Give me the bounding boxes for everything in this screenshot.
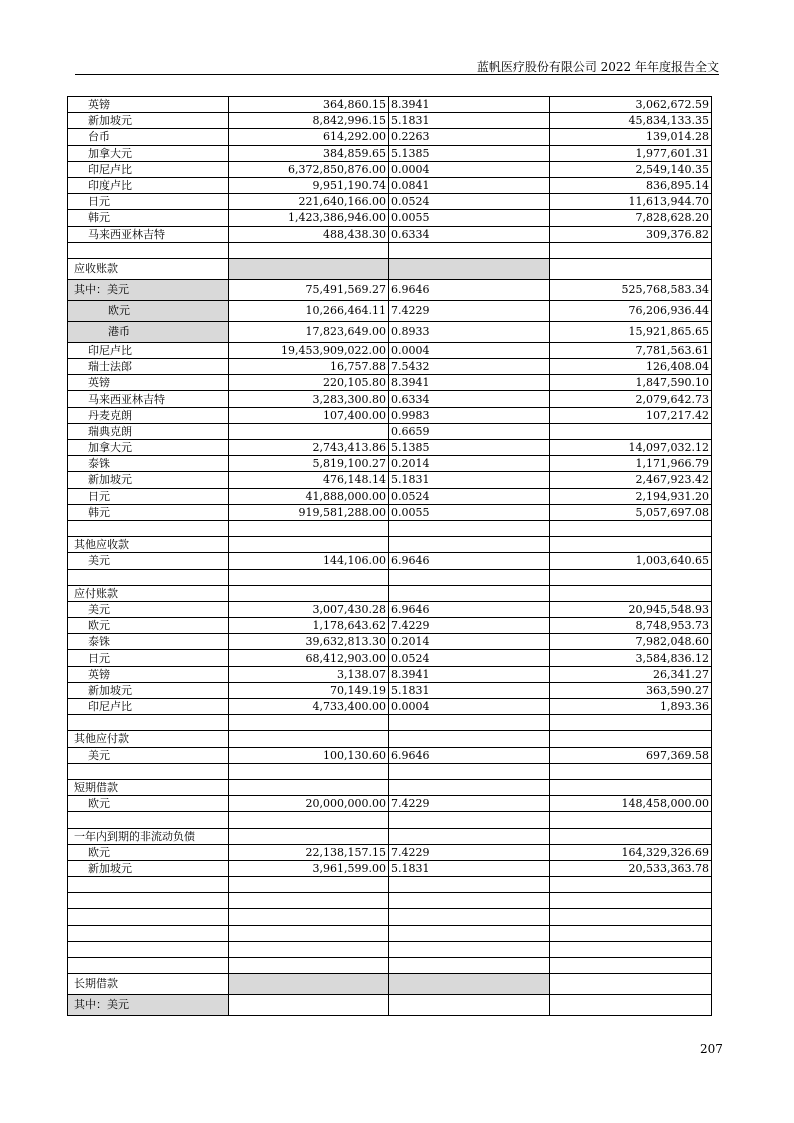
exchange-rate-cell: 0.2263 xyxy=(389,129,550,145)
exchange-rate-cell xyxy=(389,242,550,258)
foreign-amount-cell xyxy=(229,974,389,995)
foreign-amount-cell: 6,372,850,876.00 xyxy=(229,161,389,177)
exchange-rate-cell: 0.2014 xyxy=(389,634,550,650)
currency-name-cell: 一年内到期的非流动负债 xyxy=(68,828,229,844)
rmb-balance-cell xyxy=(550,974,712,995)
rmb-balance-cell: 3,584,836.12 xyxy=(550,650,712,666)
rmb-balance-cell: 697,369.58 xyxy=(550,747,712,763)
table-row xyxy=(68,242,712,258)
rmb-balance-cell: 2,079,642.73 xyxy=(550,391,712,407)
foreign-amount-cell: 1,178,643.62 xyxy=(229,618,389,634)
currency-name-cell: 短期借款 xyxy=(68,779,229,795)
currency-name-cell: 丹麦克朗 xyxy=(68,407,229,423)
foreign-amount-cell: 144,106.00 xyxy=(229,553,389,569)
exchange-rate-cell xyxy=(389,812,550,828)
exchange-rate-cell: 0.0524 xyxy=(389,650,550,666)
table-row xyxy=(68,210,712,226)
exchange-rate-cell: 6.9646 xyxy=(389,553,550,569)
currency-name-cell: 加拿大元 xyxy=(68,440,229,456)
rmb-balance-cell: 26,341.27 xyxy=(550,666,712,682)
currency-name-cell xyxy=(68,941,229,957)
table-row xyxy=(68,321,712,342)
exchange-rate-cell: 0.0524 xyxy=(389,194,550,210)
table-row xyxy=(68,569,712,585)
foreign-amount-cell: 70,149.19 xyxy=(229,682,389,698)
exchange-rate-cell: 0.9983 xyxy=(389,407,550,423)
rmb-balance-cell xyxy=(550,925,712,941)
page-number: 207 xyxy=(700,1042,723,1056)
exchange-rate-cell: 0.0004 xyxy=(389,161,550,177)
foreign-amount-cell: 68,412,903.00 xyxy=(229,650,389,666)
rmb-balance-cell xyxy=(550,258,712,279)
currency-name-cell: 欧元 xyxy=(68,618,229,634)
foreign-amount-cell xyxy=(229,941,389,957)
currency-name-cell: 新加坡元 xyxy=(68,472,229,488)
table-row xyxy=(68,553,712,569)
currency-name-cell: 新加坡元 xyxy=(68,682,229,698)
foreign-currency-table-body xyxy=(68,97,712,1016)
rmb-balance-cell: 20,533,363.78 xyxy=(550,860,712,876)
table-row xyxy=(68,375,712,391)
exchange-rate-cell: 0.0004 xyxy=(389,342,550,358)
foreign-amount-cell xyxy=(229,569,389,585)
table-row xyxy=(68,893,712,909)
table-row xyxy=(68,650,712,666)
exchange-rate-cell xyxy=(389,909,550,925)
foreign-amount-cell xyxy=(229,958,389,974)
currency-name-cell xyxy=(68,520,229,536)
rmb-balance-cell: 148,458,000.00 xyxy=(550,796,712,812)
rmb-balance-cell xyxy=(550,958,712,974)
exchange-rate-cell: 7.5432 xyxy=(389,359,550,375)
exchange-rate-cell: 7.4229 xyxy=(389,844,550,860)
rmb-balance-cell: 7,828,628.20 xyxy=(550,210,712,226)
rmb-balance-cell: 363,590.27 xyxy=(550,682,712,698)
currency-name-cell: 港币 xyxy=(68,321,229,342)
rmb-balance-cell xyxy=(550,941,712,957)
currency-name-cell xyxy=(68,763,229,779)
table-row xyxy=(68,407,712,423)
foreign-amount-cell: 100,130.60 xyxy=(229,747,389,763)
foreign-amount-cell xyxy=(229,520,389,536)
exchange-rate-cell xyxy=(389,763,550,779)
report-header-title: 蓝帆医疗股份有限公司 2022 年年度报告全文 xyxy=(476,60,719,74)
exchange-rate-cell xyxy=(389,731,550,747)
currency-name-cell: 其中：美元 xyxy=(68,279,229,300)
table-row xyxy=(68,601,712,617)
exchange-rate-cell: 0.0055 xyxy=(389,210,550,226)
rmb-balance-cell: 45,834,133.35 xyxy=(550,113,712,129)
table-row xyxy=(68,634,712,650)
rmb-balance-cell xyxy=(550,812,712,828)
rmb-balance-cell xyxy=(550,520,712,536)
foreign-amount-cell xyxy=(229,925,389,941)
table-row xyxy=(68,731,712,747)
rmb-balance-cell xyxy=(550,893,712,909)
currency-name-cell xyxy=(68,925,229,941)
currency-name-cell: 应收账款 xyxy=(68,258,229,279)
table-row xyxy=(68,177,712,193)
header-rule xyxy=(75,74,719,75)
currency-name-cell: 新加坡元 xyxy=(68,113,229,129)
exchange-rate-cell: 0.0055 xyxy=(389,504,550,520)
foreign-amount-cell: 614,292.00 xyxy=(229,129,389,145)
foreign-amount-cell: 16,757.88 xyxy=(229,359,389,375)
foreign-amount-cell: 3,961,599.00 xyxy=(229,860,389,876)
table-row xyxy=(68,974,712,995)
exchange-rate-cell xyxy=(389,995,550,1016)
table-row xyxy=(68,682,712,698)
foreign-amount-cell xyxy=(229,877,389,893)
rmb-balance-cell: 1,847,590.10 xyxy=(550,375,712,391)
exchange-rate-cell: 8.3941 xyxy=(389,666,550,682)
foreign-amount-cell xyxy=(229,585,389,601)
currency-name-cell: 加拿大元 xyxy=(68,145,229,161)
foreign-amount-cell xyxy=(229,812,389,828)
currency-name-cell: 韩元 xyxy=(68,210,229,226)
table-row xyxy=(68,585,712,601)
rmb-balance-cell xyxy=(550,715,712,731)
rmb-balance-cell: 11,613,944.70 xyxy=(550,194,712,210)
exchange-rate-cell: 0.6334 xyxy=(389,391,550,407)
rmb-balance-cell xyxy=(550,242,712,258)
rmb-balance-cell: 14,097,032.12 xyxy=(550,440,712,456)
currency-name-cell: 英镑 xyxy=(68,97,229,113)
exchange-rate-cell: 5.1831 xyxy=(389,472,550,488)
foreign-amount-cell: 364,860.15 xyxy=(229,97,389,113)
rmb-balance-cell: 525,768,583.34 xyxy=(550,279,712,300)
currency-name-cell: 新加坡元 xyxy=(68,860,229,876)
foreign-amount-cell xyxy=(229,537,389,553)
table-row xyxy=(68,258,712,279)
currency-name-cell: 英镑 xyxy=(68,666,229,682)
table-row xyxy=(68,145,712,161)
rmb-balance-cell: 309,376.82 xyxy=(550,226,712,242)
foreign-amount-cell: 919,581,288.00 xyxy=(229,504,389,520)
foreign-amount-cell: 4,733,400.00 xyxy=(229,699,389,715)
exchange-rate-cell xyxy=(389,585,550,601)
foreign-amount-cell: 75,491,569.27 xyxy=(229,279,389,300)
currency-name-cell: 其他应收款 xyxy=(68,537,229,553)
exchange-rate-cell: 0.6334 xyxy=(389,226,550,242)
table-row xyxy=(68,779,712,795)
exchange-rate-cell: 0.0524 xyxy=(389,488,550,504)
currency-name-cell: 英镑 xyxy=(68,375,229,391)
table-row xyxy=(68,877,712,893)
exchange-rate-cell xyxy=(389,258,550,279)
foreign-amount-cell: 3,138.07 xyxy=(229,666,389,682)
exchange-rate-cell: 6.9646 xyxy=(389,747,550,763)
rmb-balance-cell: 3,062,672.59 xyxy=(550,97,712,113)
foreign-amount-cell xyxy=(229,909,389,925)
table-row xyxy=(68,359,712,375)
table-row xyxy=(68,796,712,812)
foreign-amount-cell: 3,007,430.28 xyxy=(229,601,389,617)
table-row xyxy=(68,666,712,682)
rmb-balance-cell xyxy=(550,731,712,747)
foreign-amount-cell: 9,951,190.74 xyxy=(229,177,389,193)
foreign-amount-cell: 488,438.30 xyxy=(229,226,389,242)
currency-name-cell: 其他应付款 xyxy=(68,731,229,747)
exchange-rate-cell xyxy=(389,779,550,795)
table-row xyxy=(68,763,712,779)
table-row xyxy=(68,812,712,828)
rmb-balance-cell: 20,945,548.93 xyxy=(550,601,712,617)
currency-name-cell: 日元 xyxy=(68,650,229,666)
rmb-balance-cell: 1,003,640.65 xyxy=(550,553,712,569)
foreign-amount-cell: 384,859.65 xyxy=(229,145,389,161)
rmb-balance-cell xyxy=(550,828,712,844)
foreign-amount-cell xyxy=(229,995,389,1016)
foreign-amount-cell: 107,400.00 xyxy=(229,407,389,423)
table-row xyxy=(68,488,712,504)
table-row xyxy=(68,909,712,925)
currency-name-cell: 泰铢 xyxy=(68,634,229,650)
exchange-rate-cell: 8.3941 xyxy=(389,375,550,391)
foreign-amount-cell: 3,283,300.80 xyxy=(229,391,389,407)
currency-name-cell: 马来西亚林吉特 xyxy=(68,391,229,407)
rmb-balance-cell: 836,895.14 xyxy=(550,177,712,193)
currency-name-cell: 瑞士法郎 xyxy=(68,359,229,375)
currency-name-cell: 应付账款 xyxy=(68,585,229,601)
rmb-balance-cell xyxy=(550,763,712,779)
rmb-balance-cell xyxy=(550,995,712,1016)
currency-name-cell: 韩元 xyxy=(68,504,229,520)
currency-name-cell: 欧元 xyxy=(68,844,229,860)
foreign-amount-cell: 220,105.80 xyxy=(229,375,389,391)
foreign-amount-cell: 8,842,996.15 xyxy=(229,113,389,129)
currency-name-cell: 印尼卢比 xyxy=(68,161,229,177)
rmb-balance-cell xyxy=(550,909,712,925)
table-row xyxy=(68,226,712,242)
currency-name-cell: 印尼卢比 xyxy=(68,342,229,358)
exchange-rate-cell xyxy=(389,941,550,957)
currency-name-cell xyxy=(68,812,229,828)
currency-name-cell: 泰铢 xyxy=(68,456,229,472)
rmb-balance-cell xyxy=(550,423,712,439)
exchange-rate-cell: 5.1831 xyxy=(389,113,550,129)
rmb-balance-cell: 5,057,697.08 xyxy=(550,504,712,520)
exchange-rate-cell: 5.1831 xyxy=(389,682,550,698)
foreign-amount-cell xyxy=(229,779,389,795)
exchange-rate-cell: 0.0004 xyxy=(389,699,550,715)
table-row xyxy=(68,113,712,129)
table-row xyxy=(68,995,712,1016)
foreign-amount-cell: 476,148.14 xyxy=(229,472,389,488)
currency-name-cell xyxy=(68,242,229,258)
currency-name-cell: 美元 xyxy=(68,553,229,569)
exchange-rate-cell xyxy=(389,893,550,909)
rmb-balance-cell: 2,549,140.35 xyxy=(550,161,712,177)
foreign-amount-cell xyxy=(229,242,389,258)
rmb-balance-cell xyxy=(550,585,712,601)
exchange-rate-cell: 0.8933 xyxy=(389,321,550,342)
foreign-amount-cell: 19,453,909,022.00 xyxy=(229,342,389,358)
currency-name-cell: 日元 xyxy=(68,194,229,210)
table-row xyxy=(68,279,712,300)
foreign-amount-cell: 5,819,100.27 xyxy=(229,456,389,472)
table-row xyxy=(68,860,712,876)
exchange-rate-cell: 7.4229 xyxy=(389,796,550,812)
rmb-balance-cell: 2,467,923.42 xyxy=(550,472,712,488)
rmb-balance-cell: 2,194,931.20 xyxy=(550,488,712,504)
foreign-amount-cell: 10,266,464.11 xyxy=(229,300,389,321)
table-row xyxy=(68,844,712,860)
currency-name-cell xyxy=(68,893,229,909)
table-row xyxy=(68,715,712,731)
currency-name-cell: 欧元 xyxy=(68,300,229,321)
exchange-rate-cell xyxy=(389,974,550,995)
exchange-rate-cell: 0.6659 xyxy=(389,423,550,439)
currency-name-cell: 印度卢比 xyxy=(68,177,229,193)
currency-name-cell: 印尼卢比 xyxy=(68,699,229,715)
exchange-rate-cell xyxy=(389,925,550,941)
table-row xyxy=(68,747,712,763)
rmb-balance-cell: 76,206,936.44 xyxy=(550,300,712,321)
foreign-amount-cell xyxy=(229,715,389,731)
table-row xyxy=(68,699,712,715)
currency-name-cell: 马来西亚林吉特 xyxy=(68,226,229,242)
currency-name-cell: 美元 xyxy=(68,747,229,763)
exchange-rate-cell: 6.9646 xyxy=(389,279,550,300)
exchange-rate-cell: 5.1385 xyxy=(389,440,550,456)
rmb-balance-cell: 126,408.04 xyxy=(550,359,712,375)
exchange-rate-cell xyxy=(389,877,550,893)
exchange-rate-cell: 0.2014 xyxy=(389,456,550,472)
rmb-balance-cell: 8,748,953.73 xyxy=(550,618,712,634)
currency-name-cell: 瑞典克朗 xyxy=(68,423,229,439)
exchange-rate-cell: 7.4229 xyxy=(389,618,550,634)
currency-name-cell: 欧元 xyxy=(68,796,229,812)
table-row xyxy=(68,440,712,456)
currency-name-cell xyxy=(68,909,229,925)
table-row xyxy=(68,342,712,358)
currency-name-cell: 日元 xyxy=(68,488,229,504)
foreign-amount-cell: 17,823,649.00 xyxy=(229,321,389,342)
exchange-rate-cell xyxy=(389,537,550,553)
rmb-balance-cell: 164,329,326.69 xyxy=(550,844,712,860)
currency-name-cell xyxy=(68,569,229,585)
rmb-balance-cell: 7,982,048.60 xyxy=(550,634,712,650)
foreign-amount-cell: 39,632,813.30 xyxy=(229,634,389,650)
rmb-balance-cell: 1,171,966.79 xyxy=(550,456,712,472)
currency-name-cell: 其中：美元 xyxy=(68,995,229,1016)
rmb-balance-cell xyxy=(550,779,712,795)
exchange-rate-cell xyxy=(389,958,550,974)
foreign-amount-cell: 22,138,157.15 xyxy=(229,844,389,860)
foreign-amount-cell: 1,423,386,946.00 xyxy=(229,210,389,226)
currency-name-cell xyxy=(68,715,229,731)
table-row xyxy=(68,828,712,844)
exchange-rate-cell: 5.1831 xyxy=(389,860,550,876)
exchange-rate-cell xyxy=(389,569,550,585)
foreign-currency-table xyxy=(67,96,712,1016)
table-row xyxy=(68,97,712,113)
currency-name-cell xyxy=(68,958,229,974)
exchange-rate-cell: 8.3941 xyxy=(389,97,550,113)
table-row xyxy=(68,958,712,974)
rmb-balance-cell: 107,217.42 xyxy=(550,407,712,423)
rmb-balance-cell: 7,781,563.61 xyxy=(550,342,712,358)
foreign-amount-cell: 41,888,000.00 xyxy=(229,488,389,504)
table-row xyxy=(68,391,712,407)
table-row xyxy=(68,537,712,553)
table-row xyxy=(68,941,712,957)
currency-name-cell xyxy=(68,877,229,893)
rmb-balance-cell: 139,014.28 xyxy=(550,129,712,145)
exchange-rate-cell: 7.4229 xyxy=(389,300,550,321)
foreign-amount-cell xyxy=(229,423,389,439)
exchange-rate-cell xyxy=(389,520,550,536)
foreign-amount-cell: 2,743,413.86 xyxy=(229,440,389,456)
rmb-balance-cell xyxy=(550,537,712,553)
table-row xyxy=(68,129,712,145)
foreign-amount-cell xyxy=(229,828,389,844)
table-row xyxy=(68,472,712,488)
exchange-rate-cell xyxy=(389,828,550,844)
table-row xyxy=(68,504,712,520)
rmb-balance-cell xyxy=(550,877,712,893)
rmb-balance-cell: 1,893.36 xyxy=(550,699,712,715)
currency-name-cell: 台币 xyxy=(68,129,229,145)
table-row xyxy=(68,300,712,321)
currency-name-cell: 长期借款 xyxy=(68,974,229,995)
exchange-rate-cell: 0.0841 xyxy=(389,177,550,193)
rmb-balance-cell: 15,921,865.65 xyxy=(550,321,712,342)
rmb-balance-cell: 1,977,601.31 xyxy=(550,145,712,161)
currency-name-cell: 美元 xyxy=(68,601,229,617)
foreign-amount-cell xyxy=(229,258,389,279)
table-row xyxy=(68,618,712,634)
foreign-amount-cell xyxy=(229,763,389,779)
exchange-rate-cell: 5.1385 xyxy=(389,145,550,161)
foreign-amount-cell xyxy=(229,731,389,747)
foreign-amount-cell: 221,640,166.00 xyxy=(229,194,389,210)
table-row xyxy=(68,925,712,941)
table-row xyxy=(68,456,712,472)
foreign-amount-cell xyxy=(229,893,389,909)
exchange-rate-cell: 6.9646 xyxy=(389,601,550,617)
rmb-balance-cell xyxy=(550,569,712,585)
table-row xyxy=(68,194,712,210)
table-row xyxy=(68,161,712,177)
table-row xyxy=(68,520,712,536)
foreign-amount-cell: 20,000,000.00 xyxy=(229,796,389,812)
exchange-rate-cell xyxy=(389,715,550,731)
table-row xyxy=(68,423,712,439)
